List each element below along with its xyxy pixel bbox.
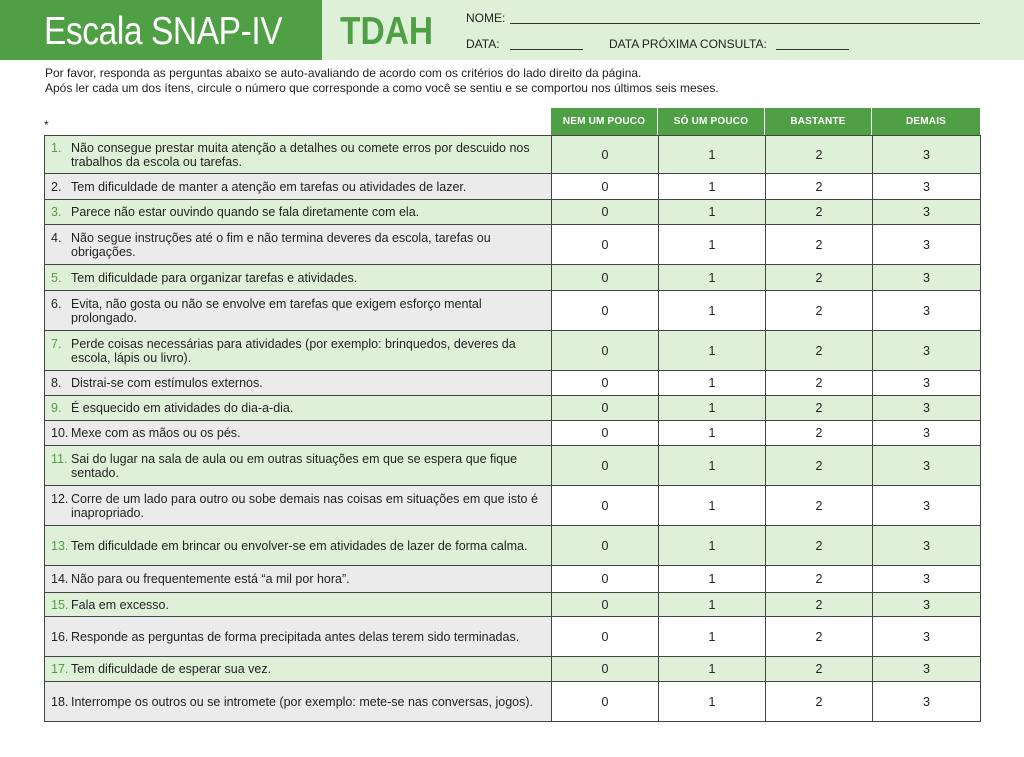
score-option[interactable]: 1: [659, 657, 766, 682]
question-number: 8.: [51, 376, 62, 390]
question-cell: [45, 566, 552, 593]
next-consult-label: DATA PRÓXIMA CONSULTA:: [609, 37, 767, 51]
score-option[interactable]: 3: [873, 526, 981, 566]
question-number: 4.: [51, 230, 62, 245]
score-option[interactable]: 3: [873, 136, 981, 174]
score-option[interactable]: 3: [873, 446, 981, 486]
question-number: 5.: [51, 270, 62, 285]
question-number: 6.: [51, 296, 62, 311]
question-cell: [45, 371, 552, 396]
question-cell: [45, 526, 552, 566]
question-text: Responde as perguntas de forma precipitada antes delas terem sido terminadas.: [71, 629, 520, 644]
score-option[interactable]: 1: [659, 331, 766, 371]
column-header: DEMAIS: [872, 108, 980, 135]
table-row: [45, 446, 981, 486]
table-row: [45, 371, 981, 396]
table-row: [45, 526, 981, 566]
score-option[interactable]: 3: [873, 657, 981, 682]
score-option[interactable]: 1: [659, 136, 766, 174]
score-option[interactable]: 3: [873, 174, 981, 200]
question-cell: [45, 291, 552, 331]
score-option[interactable]: 0: [552, 593, 659, 617]
table-row: [45, 136, 981, 174]
name-field[interactable]: [510, 23, 980, 24]
table-row: [45, 331, 981, 371]
question-text: Perde coisas necessárias para atividades (por exemplo: brinquedos, deveres da escola, lápis ou livro).: [71, 336, 516, 365]
score-option[interactable]: 0: [552, 225, 659, 265]
table-row: [45, 566, 981, 593]
question-cell: [45, 657, 552, 682]
next-consult-field[interactable]: [776, 49, 849, 50]
score-option[interactable]: 1: [659, 486, 766, 526]
score-option[interactable]: 0: [552, 682, 659, 722]
score-option[interactable]: 1: [659, 526, 766, 566]
page-title: Escala SNAP-IV: [44, 10, 283, 53]
name-label: NOME:: [466, 11, 506, 25]
score-option[interactable]: 1: [659, 291, 766, 331]
asterisk-note: *: [44, 118, 49, 132]
score-option[interactable]: 0: [552, 265, 659, 291]
question-number: 17.: [51, 662, 69, 676]
question-text: Não para ou frequentemente está “a mil por hora”.: [71, 572, 350, 586]
column-header: NEM UM POUCO: [551, 108, 658, 135]
table-row: [45, 200, 981, 225]
question-number: 12.: [51, 491, 69, 506]
question-number: 3.: [51, 205, 62, 219]
score-option[interactable]: 2: [766, 174, 873, 200]
score-option[interactable]: 2: [766, 291, 873, 331]
score-option[interactable]: 1: [659, 174, 766, 200]
column-header: BASTANTE: [765, 108, 872, 135]
score-option[interactable]: 1: [659, 396, 766, 421]
score-option[interactable]: 0: [552, 331, 659, 371]
table-row: [45, 593, 981, 617]
question-number: 15.: [51, 597, 69, 612]
table-row: [45, 396, 981, 421]
score-option[interactable]: 2: [766, 396, 873, 421]
question-number: 2.: [51, 179, 62, 194]
score-option[interactable]: 1: [659, 225, 766, 265]
question-cell: [45, 265, 552, 291]
date-field[interactable]: [510, 49, 583, 50]
question-cell: [45, 136, 552, 174]
snap-iv-table: [44, 135, 981, 722]
score-option[interactable]: 2: [766, 136, 873, 174]
score-option[interactable]: 0: [552, 617, 659, 657]
question-number: 10.: [51, 426, 69, 440]
score-option[interactable]: 1: [659, 593, 766, 617]
instructions-line-1: Por favor, responda as perguntas abaixo se auto-avaliando de acordo com os critérios do lado direito da página.: [45, 66, 642, 80]
score-option[interactable]: 2: [766, 566, 873, 593]
question-text: Tem dificuldade de esperar sua vez.: [71, 662, 272, 676]
score-option[interactable]: 1: [659, 446, 766, 486]
score-option[interactable]: 3: [873, 331, 981, 371]
question-text: Sai do lugar na sala de aula ou em outras situações em que se espera que fique sentado.: [71, 451, 518, 480]
question-number: 11.: [51, 451, 68, 466]
question-text: Tem dificuldade para organizar tarefas e atividades.: [71, 270, 358, 285]
table-row: [45, 421, 981, 446]
question-number: 1.: [51, 140, 62, 155]
score-option[interactable]: 2: [766, 682, 873, 722]
score-option[interactable]: 1: [659, 617, 766, 657]
date-label: DATA:: [466, 37, 500, 51]
score-option[interactable]: 2: [766, 657, 873, 682]
score-option[interactable]: 2: [766, 526, 873, 566]
score-option[interactable]: 3: [873, 371, 981, 396]
question-text: Mexe com as mãos ou os pés.: [71, 426, 241, 440]
question-text: É esquecido em atividades do dia-a-dia.: [71, 401, 294, 415]
question-text: Não consegue prestar muita atenção a detalhes ou comete erros por descuido nos trabalhos da escola ou tarefas.: [71, 140, 530, 169]
score-option[interactable]: 2: [766, 446, 873, 486]
table-row: [45, 486, 981, 526]
score-option[interactable]: 3: [873, 593, 981, 617]
score-option[interactable]: 1: [659, 200, 766, 225]
score-option[interactable]: 1: [659, 371, 766, 396]
score-option[interactable]: 0: [552, 174, 659, 200]
question-number: 18.: [51, 694, 69, 709]
score-option[interactable]: 1: [659, 566, 766, 593]
question-text: Fala em excesso.: [71, 597, 169, 612]
column-header: SÓ UM POUCO: [658, 108, 765, 135]
score-option[interactable]: 2: [766, 331, 873, 371]
score-option[interactable]: 2: [766, 225, 873, 265]
question-cell: [45, 421, 552, 446]
question-cell: [45, 200, 552, 225]
score-option[interactable]: 0: [552, 136, 659, 174]
score-option[interactable]: 0: [552, 200, 659, 225]
score-option[interactable]: 2: [766, 371, 873, 396]
score-option[interactable]: 3: [873, 291, 981, 331]
score-option[interactable]: 0: [552, 486, 659, 526]
score-option[interactable]: 2: [766, 617, 873, 657]
question-cell: [45, 486, 552, 526]
table-row: [45, 291, 981, 331]
score-option[interactable]: 0: [552, 396, 659, 421]
question-cell: [45, 174, 552, 200]
instructions: [45, 66, 719, 96]
score-option[interactable]: 2: [766, 265, 873, 291]
score-option[interactable]: 3: [873, 225, 981, 265]
question-cell: [45, 682, 552, 722]
question-text: Distrai-se com estímulos externos.: [71, 376, 263, 390]
table-row: [45, 174, 981, 200]
question-text: Evita, não gosta ou não se envolve em tarefas que exigem esforço mental prolongado.: [71, 296, 482, 325]
score-option[interactable]: 0: [552, 446, 659, 486]
score-option[interactable]: 2: [766, 486, 873, 526]
condition-tag: TDAH: [340, 10, 434, 53]
score-option[interactable]: 0: [552, 526, 659, 566]
score-option[interactable]: 0: [552, 421, 659, 446]
score-option[interactable]: 0: [552, 566, 659, 593]
question-cell: [45, 396, 552, 421]
score-option[interactable]: 2: [766, 593, 873, 617]
question-number: 14.: [51, 572, 69, 586]
question-text: Parece não estar ouvindo quando se fala diretamente com ela.: [71, 205, 420, 219]
score-option[interactable]: 0: [552, 657, 659, 682]
question-text: Tem dificuldade em brincar ou envolver-se em atividades de lazer de forma calma.: [71, 538, 528, 553]
table-row: [45, 682, 981, 722]
table-row: [45, 265, 981, 291]
score-option[interactable]: 2: [766, 200, 873, 225]
score-option[interactable]: 3: [873, 200, 981, 225]
score-option[interactable]: 3: [873, 486, 981, 526]
score-option[interactable]: 3: [873, 682, 981, 722]
score-option[interactable]: 0: [552, 371, 659, 396]
score-option[interactable]: 3: [873, 566, 981, 593]
question-text: Tem dificuldade de manter a atenção em tarefas ou atividades de lazer.: [71, 179, 467, 194]
score-option[interactable]: 1: [659, 421, 766, 446]
score-option[interactable]: 0: [552, 291, 659, 331]
score-option[interactable]: 3: [873, 421, 981, 446]
question-text: Corre de um lado para outro ou sobe demais nas coisas em situações em que isto é inapropriado.: [71, 491, 538, 520]
table-row: [45, 617, 981, 657]
score-option[interactable]: 3: [873, 265, 981, 291]
table-row: [45, 657, 981, 682]
score-option[interactable]: 3: [873, 617, 981, 657]
table-row: [45, 225, 981, 265]
score-option[interactable]: 3: [873, 396, 981, 421]
question-text: Interrompe os outros ou se intromete (por exemplo: mete-se nas conversas, jogos).: [71, 694, 534, 709]
question-cell: [45, 331, 552, 371]
instructions-line-2: Após ler cada um dos ítens, circule o número que corresponde a como você se sentiu e se comportou nos últimos seis meses.: [45, 81, 719, 95]
question-cell: [45, 617, 552, 657]
score-option[interactable]: 1: [659, 265, 766, 291]
question-number: 13.: [51, 538, 69, 553]
question-text: Não segue instruções até o fim e não termina deveres da escola, tarefas ou obrigações.: [71, 230, 491, 259]
question-number: 16.: [51, 629, 69, 644]
question-number: 7.: [51, 336, 62, 351]
question-cell: [45, 446, 552, 486]
question-number: 9.: [51, 401, 62, 415]
score-option[interactable]: 2: [766, 421, 873, 446]
score-option[interactable]: 1: [659, 682, 766, 722]
question-cell: [45, 225, 552, 265]
question-cell: [45, 593, 552, 617]
